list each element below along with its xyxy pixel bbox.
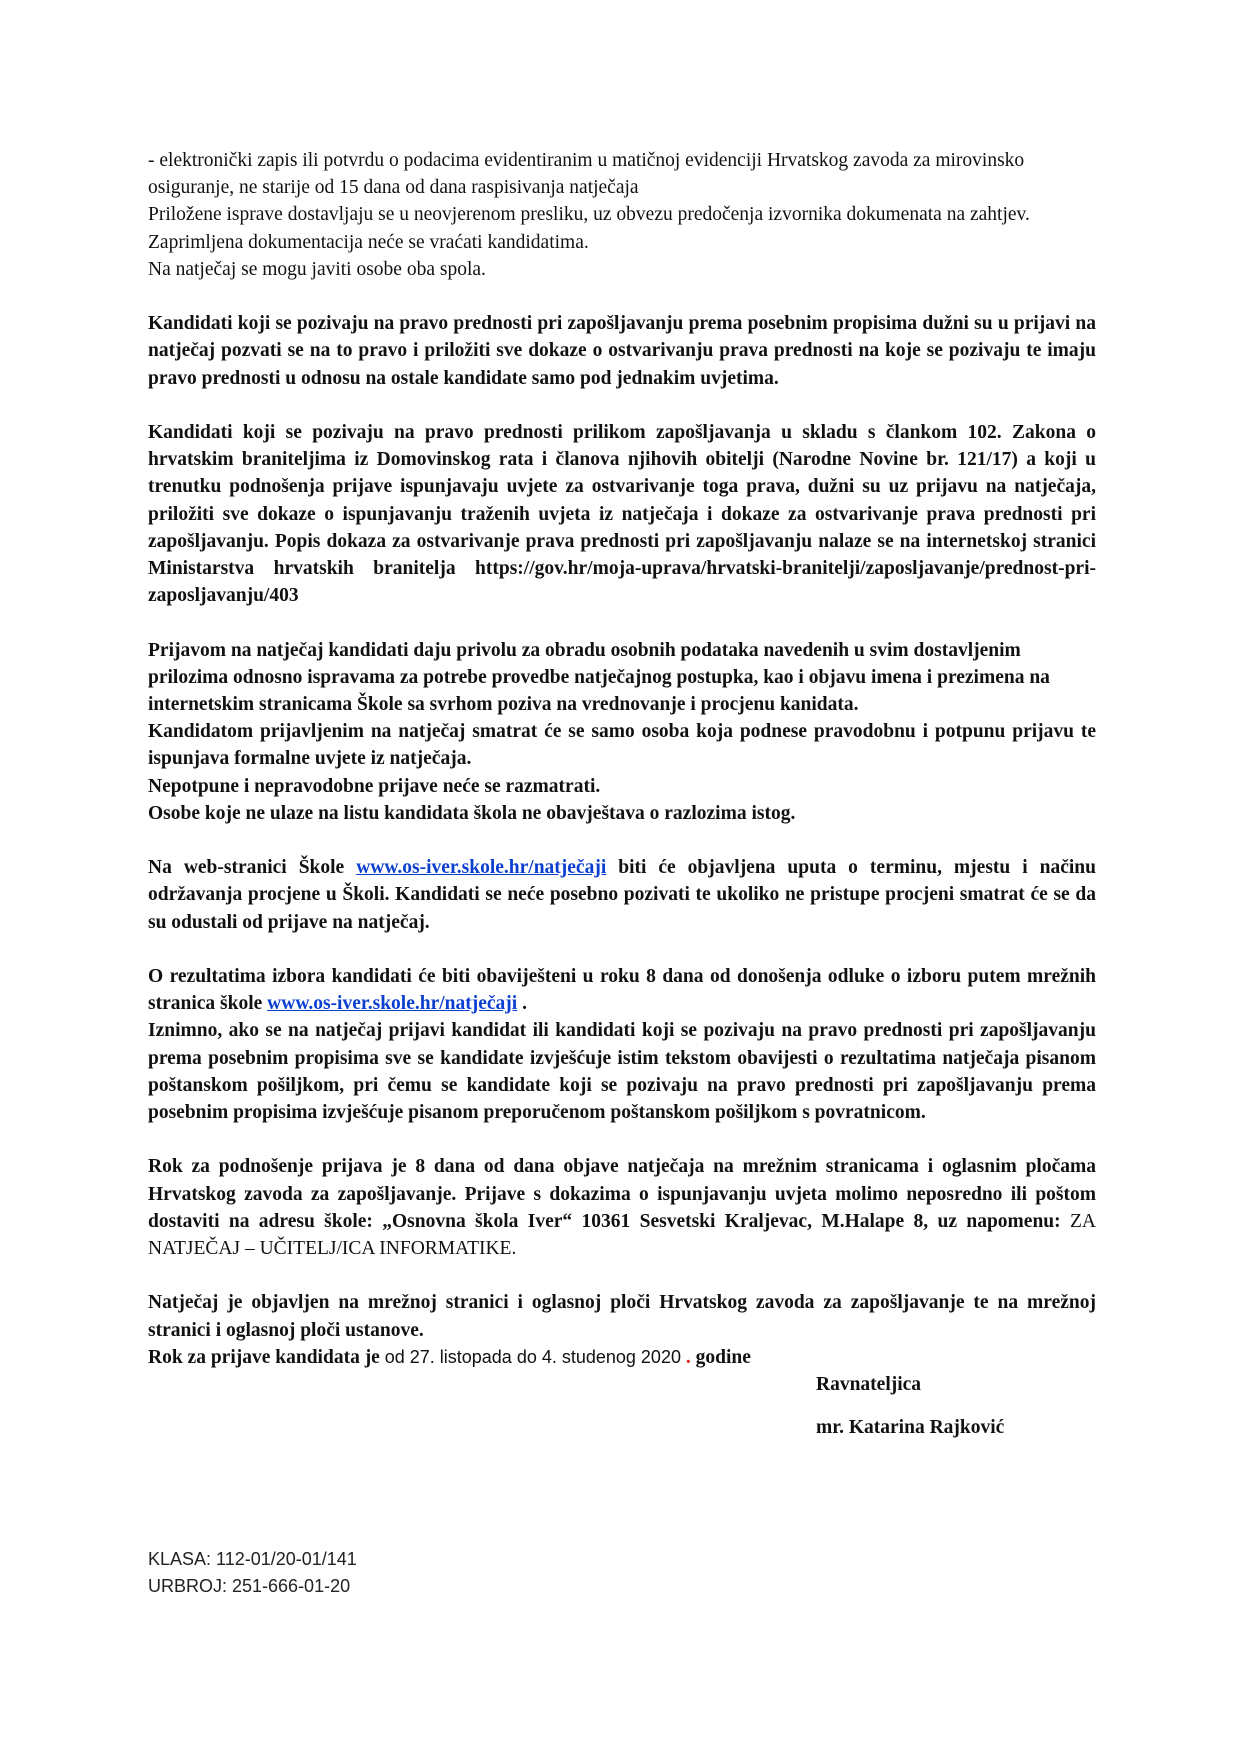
paragraph-objava: Natječaj je objavljen na mrežnoj stranici i oglasnoj ploči Hrvatskog zavoda za zapošljavanje te na mrežnoj stranici i oglasnoj ploči ustanove. <box>148 1292 1096 1341</box>
rok-prijave-label: Rok za prijave kandidata je <box>148 1346 385 1368</box>
paragraph-rezultati <box>148 963 1096 1017</box>
rok-text-bold: Rok za podnošenje prijava je 8 dana od dana objave natječaja na mrežnim stranicama i oglasnim pločama Hrvatskog zavoda za zapošljavanje. Prijave s dokazima o ispunjavanju uvjeta molimo neposredno ili poštom dostaviti na adresu škole: „Osnovna škola Iver“ 10361 Sesvetski Kraljevac, M.Halape 8, uz napomenu: <box>148 1156 1096 1232</box>
intro-line-isprave: Priložene isprave dostavljaju se u neovjerenom presliku, uz obvezu predočenja izvornika dokumenata na zahtjev. Zaprimljena dokumentacija neće se vraćati kandidatima. <box>148 204 1030 253</box>
natjecaji-link[interactable]: www.os-iver.skole.hr/natječaji <box>356 857 607 879</box>
paragraph-prijavljeni-kandidat: Kandidatom prijavljenim na natječaj smatrat će se samo osoba koja podnese pravodobnu i potpunu prijavu te ispunjava formalne uvjete iz natječaja. <box>148 721 1096 770</box>
paragraph-branitelji: Kandidati koji se pozivaju na pravo prednosti prilikom zapošljavanja u skladu s člankom 102. Zakona o hrvatskim braniteljima iz Domovinskog rata i članova njihovih obitelji (Narodne Novine br. 121/17) a koji u trenutku podnošenja prijave ispunjavaju uvjete za ostvarivanje toga prava, dužni su uz prijavu na natječaja, priložiti sve dokaze o ispunjavanju traženih uvjeta iz natječaja i dokaze za ostvarivanje prava prednosti pri zapošljavanju. Popis dokaza za ostvarivanje prava prednosti pri zapošljavanju nalaze se na internetskoj stranici Ministarstva hrvatskih branitelja https://gov.hr/moja-uprava/hrvatski-branitelji/zaposljavanje/prednost-pri-zaposljavanju/403 <box>148 422 1096 607</box>
web-text-before: Na web-stranici Škole <box>148 857 357 879</box>
paragraph-rok-prijave <box>148 1344 1096 1371</box>
document-body <box>148 147 1096 1441</box>
paragraph-privola: Prijavom na natječaj kandidati daju privolu za obradu osobnih podataka navedenih u svim dostavljenim prilozima odnosno ispravama za potrebe provedbe natječajnog postupka, kao i objavu imena i prezimena na internetskim stranicama Škole sa svrhom poziva na vrednovanje i procjenu kanidata. <box>148 639 1050 716</box>
natjecaji-link-rezultati[interactable]: www.os-iver.skole.hr/natječaji <box>267 993 518 1015</box>
rok-prijave-end: godine <box>690 1346 751 1368</box>
signature-role: Ravnateljica <box>816 1374 922 1396</box>
paragraph-pravo-prednosti: Kandidati koji se pozivaju na pravo prednosti pri zapošljavanju prema posebnim propisima dužni su u prijavi na natječaj pozvati se na to pravo i priložiti sve dokaze o ostvarivanju prava prednosti na koje se pozivaju te imaju pravo prednosti u odnosu na ostale kandidate samo pod jednakim uvjetima. <box>148 313 1096 389</box>
paragraph-nepotpune-prijave: Nepotpune i nepravodobne prijave neće se razmatrati. <box>148 775 601 797</box>
rok-prijave-dot: . <box>680 1346 691 1368</box>
signature-name: mr. Katarina Rajković <box>816 1417 1005 1439</box>
intro-line-evidencija: - elektronički zapis ili potvrdu o podacima evidentiranim u matičnoj evidenciji Hrvatskog zavoda za mirovinsko osiguranje, ne starije od 15 dana od dana raspisivanja natječaja <box>148 150 1025 199</box>
rezultati-text-after: . <box>517 993 527 1015</box>
rezultati-text-before: O rezultatima izbora kandidati će biti obaviješteni u roku 8 dana od donošenja odluke o izboru putem mrežnih stranica škole <box>148 966 1096 1015</box>
web-text-after: biti će objavljena uputa o terminu, mjestu i načinu održavanja procjene u Školi. Kandidati se neće posebno pozivati te ukoliko ne pristupe procjeni smatrat će se da su odustali od prijave na natječaj. <box>148 857 1096 933</box>
urbroj-line: URBROJ: 251-666-01-20 <box>148 1576 351 1596</box>
klasa-line: KLASA: 112-01/20-01/141 <box>148 1549 357 1569</box>
rok-prijave-dates: od 27. listopada do 4. studenog 2020 <box>384 1346 681 1367</box>
paragraph-web-uputa <box>148 854 1096 936</box>
paragraph-iznimno: Iznimno, ako se na natječaj prijavi kandidat ili kandidati koji se pozivaju na pravo prednosti pri zapošljavanju prema posebnim propisima sve se kandidate izvješćuje istim tekstom obavijesti o rezultatima natječaja pisanom poštanskom pošiljkom, pri čemu se kandidate koji se pozivaju na pravo prednosti pri zapošljavanju prema posebnim propisima izvješćuje pisanom preporučenom poštanskom pošiljkom s povratnicom. <box>148 1020 1096 1124</box>
rok-napomena: ZA NATJEČAJ – UČITELJ/ICA INFORMATIKE. <box>148 1210 1096 1260</box>
paragraph-rok-podnosenja <box>148 1153 1096 1262</box>
intro-line-spol: Na natječaj se mogu javiti osobe oba spola. <box>148 258 486 280</box>
document-metadata <box>148 1546 357 1600</box>
paragraph-lista-kandidata: Osobe koje ne ulaze na listu kandidata škola ne obavještava o razlozima istog. <box>148 802 796 824</box>
